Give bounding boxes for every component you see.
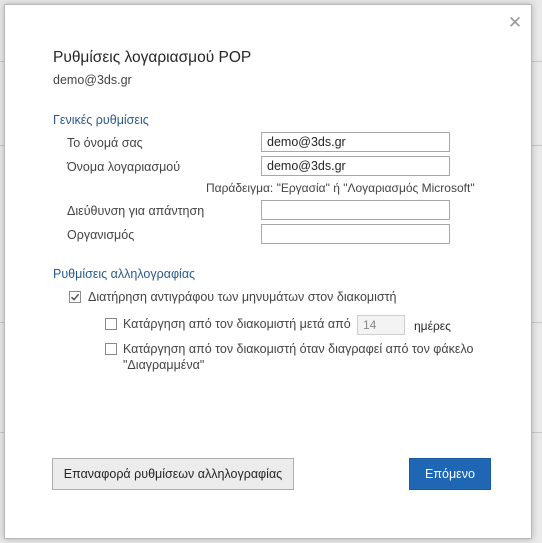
pop-account-settings-dialog: [4, 4, 532, 539]
remove-deleted-label-line2: "Διαγραμμένα": [123, 358, 205, 372]
account-name-input[interactable]: [261, 156, 450, 176]
your-name-input[interactable]: [261, 132, 450, 152]
your-name-label: Το όνομά σας: [67, 136, 143, 150]
mail-settings-heading: Ρυθμίσεις αλληλογραφίας: [53, 267, 196, 281]
close-icon[interactable]: ✕: [507, 13, 523, 32]
remove-deleted-label-line1: Κατάργηση από τον διακομιστή όταν διαγραφεί από τον φάκελο: [123, 342, 474, 356]
remove-deleted-checkbox[interactable]: [105, 343, 117, 355]
dialog-title: Ρυθμίσεις λογαριασμού POP: [53, 49, 252, 66]
leave-copy-checkbox[interactable]: [69, 291, 81, 303]
remove-after-checkbox[interactable]: [105, 318, 117, 330]
reply-address-label: Διεύθυνση για απάντηση: [67, 204, 205, 218]
organization-input[interactable]: [261, 224, 450, 244]
account-name-label: Όνομα λογαριασμού: [67, 160, 181, 174]
reset-mail-settings-button[interactable]: Επαναφορά ρυθμίσεων αλληλογραφίας: [52, 458, 294, 490]
days-stepper[interactable]: 14: [357, 315, 405, 335]
leave-copy-label: Διατήρηση αντιγράφου των μηνυμάτων στον διακομιστή: [88, 290, 397, 304]
days-unit-label: ημέρες: [414, 319, 451, 333]
checkmark-icon: [70, 292, 80, 302]
general-settings-heading: Γενικές ρυθμίσεις: [53, 113, 149, 127]
next-button[interactable]: Επόμενο: [409, 458, 491, 490]
account-email: demo@3ds.gr: [53, 73, 132, 87]
remove-after-label: Κατάργηση από τον διακομιστή μετά από: [123, 317, 351, 331]
organization-label: Οργανισμός: [67, 228, 135, 242]
reply-address-input[interactable]: [261, 200, 450, 220]
account-name-hint: Παράδειγμα: "Εργασία" ή "Λογαριασμός Microsoft": [206, 181, 475, 195]
